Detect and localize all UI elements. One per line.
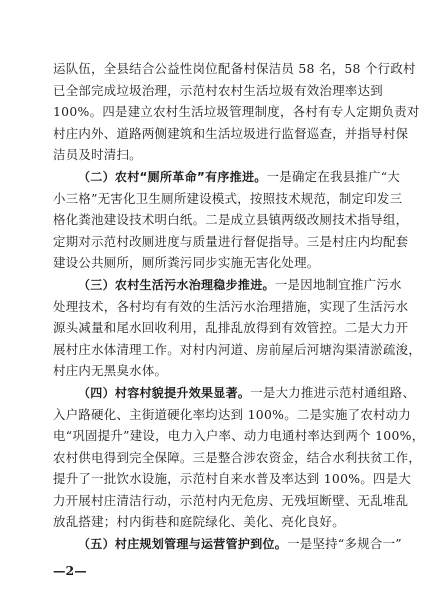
body-line: 格化粪池建设技术明白纸。二是成立县镇两级改厕技术指导组，: [53, 212, 409, 228]
body-line: 洁员及时清扫。: [53, 147, 142, 163]
body-line: 放乱搭建；村内街巷和庭院绿化、美化、亮化良好。: [53, 514, 345, 530]
body-line: 建设公共厕所，厕所粪污同步实施无害化处理。: [53, 255, 320, 271]
body-line: 村庄内外、道路两侧建筑和生活垃圾进行监督巡查，并指导村保: [53, 125, 409, 141]
section-first-line: [53, 166, 401, 188]
page-number: —2—: [53, 563, 87, 578]
section-heading-rest: 一是因地制宜推广污水: [274, 276, 402, 292]
body-line: 电“巩固提升”建设，电力入户率、动力电通村率达到两个 100%，: [53, 428, 424, 444]
body-line: 村庄内无黑臭水体。: [53, 363, 168, 379]
section-heading: （三）农村生活污水治理稳步推进。: [78, 277, 275, 292]
body-line: 展村庄水体清理工作。对村内河道、房前屋后河塘沟渠清淤疏浚，: [53, 341, 422, 357]
body-line: 定期对示范村改厕进度与质量进行督促指导。三是村庄内均配套: [53, 233, 409, 249]
section-first-line: [53, 533, 402, 555]
body-line: 小三格”无害化卫生厕所建设模式，按照技术规范，制定印发三: [53, 190, 403, 206]
section-heading-rest: 一是大力推进示范村通组路、: [250, 384, 416, 400]
section-heading-rest: 一是坚持“多规合一”: [287, 536, 402, 552]
body-line: 处理技术，各村均有有效的生活污水治理措施，实现了生活污水: [53, 298, 409, 314]
body-line: 农村供电得到完全保障。三是整合涉农资金，结合水利扶贫工作，: [53, 449, 422, 465]
body-line: 入户路硬化、主街道硬化率均达到 100%。二是实施了农村动力: [53, 406, 412, 422]
section-heading: （二）农村“厕所革命”有序推进。: [78, 169, 267, 184]
body-line: 源头减量和尾水回收利用，乱排乱放得到有效管控。二是大力开: [53, 320, 409, 336]
body-line: 100%。四是建立农村生活垃圾管理制度，各村有专人定期负责对: [53, 104, 420, 120]
body-line: 已全部完成垃圾治理，示范村农村生活垃圾有效治理率达到: [53, 82, 383, 98]
document-body: [53, 58, 424, 555]
body-line: 力开展村庄清洁行动，示范村内无危房、无残垣断壁、无乱堆乱: [53, 492, 409, 508]
body-line: 运队伍，全县结合公益性岗位配备村保洁员 58 名，58 个行政村: [53, 61, 416, 76]
body-line: 提升了一批饮水设施，示范村自来水普及率达到 100%。四是大: [53, 471, 412, 487]
section-first-line: [53, 274, 402, 296]
section-heading: （四）村容村貌提升效果显著。: [78, 385, 251, 400]
section-heading: （五）村庄规划管理与运营管护到位。: [78, 537, 288, 552]
section-heading-rest: 一是确定在我县推广“大: [266, 168, 401, 184]
section-first-line: [53, 382, 416, 404]
